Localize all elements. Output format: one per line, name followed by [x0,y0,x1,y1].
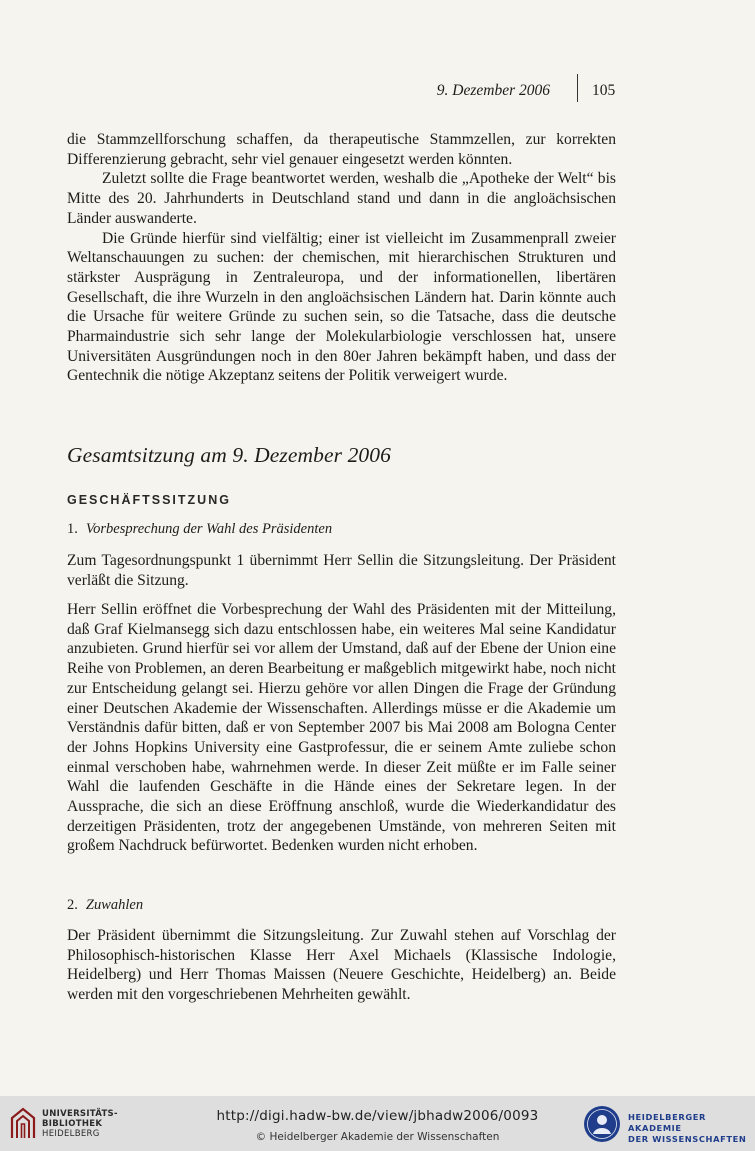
paragraph: Zuletzt sollte die Frage beantwortet werden, weshalb die „Apotheke der Welt“ bis Mitte des 20. Jahrhunderts in Deutschland stand und dann in die angloächsischen Länder auswanderte. [67,170,616,227]
library-name-line: BIBLIOTHEK [42,1119,103,1129]
academy-name-line: HEIDELBERGER AKADEMIE [628,1112,706,1133]
agenda-item-heading [67,521,332,538]
permalink-url[interactable]: http://digi.hadw-bw.de/view/jbhadw2006/0093 [216,1108,539,1124]
session-label: GESCHÄFTSSITZUNG [67,493,231,507]
running-head [0,80,755,102]
paragraph: die Stammzellforschung schaffen, da therapeutische Stammzellen, zur korrekten Differenzierung gebracht, sehr viel genauer eingesetzt werden könnten. [67,131,616,168]
paragraph: Der Präsident übernimmt die Sitzungsleitung. Zur Zuwahl stehen auf Vorschlag der Philosophisch-historischen Klasse Herr Axel Michaels (Klassische Indologie, Heidelberg) und Herr Thomas Maissen (Neuere Geschichte, Heidelberg) an. Beide werden mit den vorgeschriebenen Mehrheiten gewählt. [67,927,616,1004]
paragraph: Zum Tagesordnungspunkt 1 übernimmt Herr Sellin die Sitzungsleitung. Der Präsident verläßt die Sitzung. [67,552,616,589]
text-block-item1-a [67,551,616,590]
academy-name[interactable] [628,1112,755,1145]
page-number: 105 [592,82,616,99]
viewer-footer [0,1096,755,1151]
text-block-intro [67,130,616,386]
hadw-seal-icon[interactable] [582,1104,622,1144]
running-head-title: 9. Dezember 2006 [436,82,550,99]
agenda-item-number: 1. [67,521,78,537]
running-head-divider [577,74,578,102]
agenda-item-title: Zuwahlen [85,897,144,913]
text-block-item2 [67,926,616,1005]
agenda-item-heading [67,897,143,914]
library-name-line: UNIVERSITÄTS- [42,1109,118,1119]
paragraph: Herr Sellin eröffnet die Vorbesprechung der Wahl des Präsidenten mit der Mitteilung, daß Graf Kielmansegg sich dazu entschlossen habe, ein weiteres Mal seine Kandidatur anzubieten. Grund hierfür sei vor allem der Umstand, daß auf der Ebene der Union eine Reihe von Problemen, an deren Bearbeitung er maßgeblich mitgewirkt habe, noch nicht zur Entscheidung gelangt sei. Hierzu gehöre vor allen Dingen die Frage der Gründung einer Deutschen Akademie der Wissenschaften. Allerdings müsse er die Akademie um Verständnis dafür bitten, daß er von September 2007 bis Mai 2008 am Bologna Center der Johns Hopkins University eine Gastprofessur, die er seinem Amte zuliebe schon einmal verschoben habe, wahrnehmen werde. In dieser Zeit müßte er im Falle seiner Wahl die laufenden Geschäfte in die Hände eines der Sekretare legen. In der Aussprache, die sich an diese Eröffnung anschloß, wurde die Wiederkandidatur des derzeitigen Präsidenten, trotz der angegebenen Umstände, von mehreren Seiten mit großem Nachdruck befürwortet. Bedenken wurden nicht erhoben. [67,601,616,855]
text-block-item1-b [67,600,616,856]
copyright-notice: © Heidelberger Akademie der Wissenschaften [255,1131,500,1143]
paragraph: Die Gründe hierfür sind vielfältig; einer ist vielleicht im Zusammenprall zweier Weltanschauungen zu suchen: der chemischen, mit hierarchischen Strukturen und stärkster Ausprägung in Zentraleuropa, und der informationellen, libertären Gesellschaft, die ihre Wurzeln in den angloächsischen Ländern hat. Darin könnte auch die Ursache für weitere Gründe zu suchen sein, so die Tatsache, dass die deutsche Pharmaindustrie sich sehr lange der Molekularbiologie verschlossen hat, unsere Universitäten Ausgründungen noch in den 80er Jahren bekämpft haben, und dass der Gentechnik die nötige Akzeptanz seitens der Politik verweigert wurde. [67,229,616,385]
academy-name-line: DER WISSENSCHAFTEN [628,1134,747,1144]
library-name-line: HEIDELBERG [42,1129,100,1139]
agenda-item-number: 2. [67,897,78,913]
section-title: Gesamtsitzung am 9. Dezember 2006 [67,443,391,467]
agenda-item-title: Vorbesprechung der Wahl des Präsidenten [85,521,333,537]
